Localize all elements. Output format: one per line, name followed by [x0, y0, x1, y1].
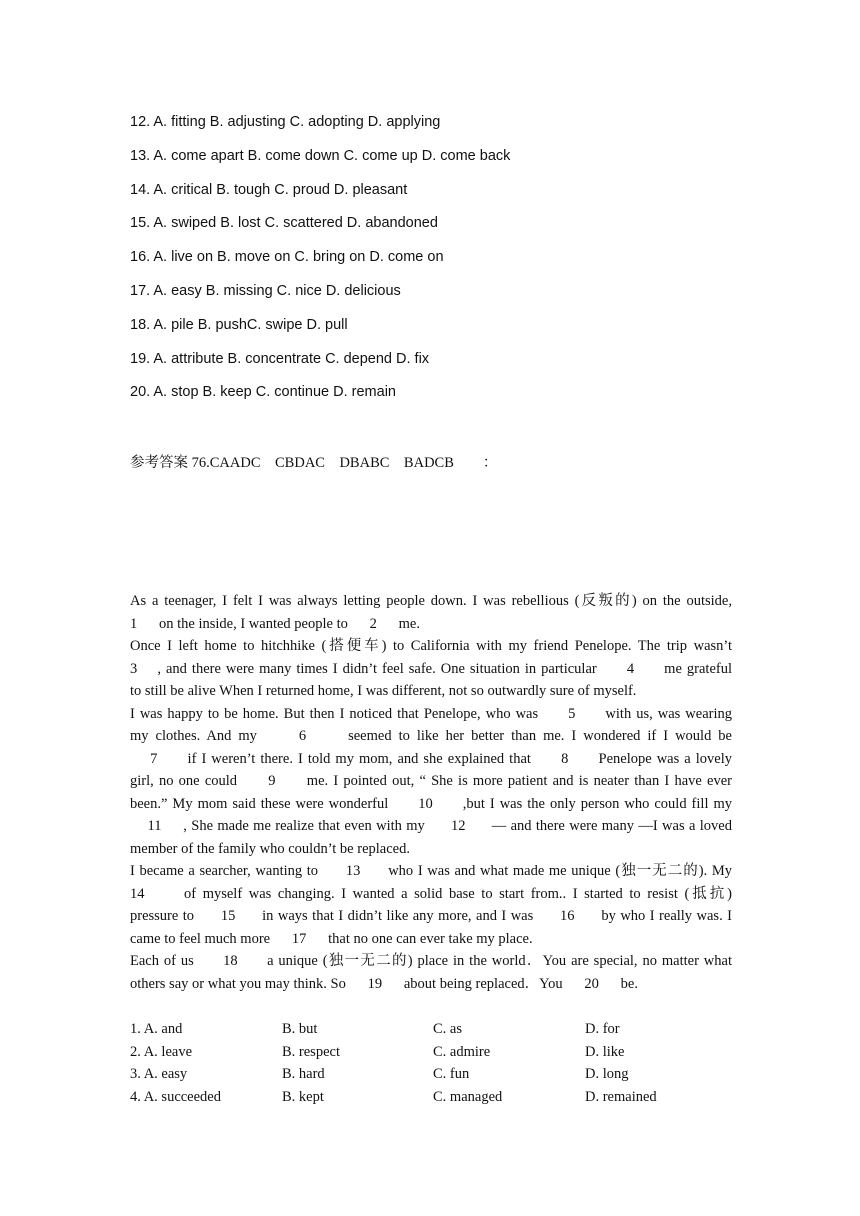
- passage-line: I was happy to be home. But then I noticed that Penelope, who was 5 with us, was wearing: [130, 705, 732, 722]
- question-line: 14. A. critical B. tough C. proud D. pleasant: [130, 181, 408, 198]
- option-row: [130, 1086, 750, 1109]
- option-cell: B. respect: [282, 1043, 340, 1060]
- question-line: 17. A. easy B. missing C. nice D. delicious: [130, 282, 401, 299]
- option-cell: 2. A. leave: [130, 1043, 193, 1060]
- option-cell: B. but: [282, 1021, 318, 1037]
- passage-line: 3 , and there were many times I didn’t feel safe. One situation in particular 4 me grateful: [130, 660, 732, 677]
- passage-line: I became a searcher, wanting to 13 who I was and what made me unique (独一无二的). My: [130, 863, 732, 879]
- question-line: 18. A. pile B. pushC. swipe D. pull: [130, 316, 348, 333]
- option-cell: C. as: [433, 1021, 462, 1037]
- passage-line: 14 of myself was changing. I wanted a solid base to start from.. I started to resist (抵抗): [130, 885, 732, 902]
- passage-line: came to feel much more 17 that no one can ever take my place.: [130, 930, 533, 947]
- option-cell: D. like: [585, 1043, 625, 1060]
- cloze-passage: [130, 590, 732, 995]
- option-cell: D. long: [585, 1066, 629, 1082]
- passage-line: Each of us 18 a unique (独一无二的) place in the world．You are special, no matter what: [130, 953, 732, 969]
- passage-line: As a teenager, I felt I was always letting people down. I was rebellious (反叛的) on the outside,: [130, 593, 732, 609]
- option-cell: 4. A. succeeded: [130, 1088, 221, 1105]
- passage-line: 7 if I weren’t there. I told my mom, and she explained that 8 Penelope was a lovely: [130, 750, 732, 767]
- question-line: 19. A. attribute B. concentrate C. depend D. fix: [130, 350, 430, 367]
- option-cell: C. fun: [433, 1066, 470, 1082]
- options-table: [130, 1018, 750, 1108]
- passage-line: Once I left home to hitchhike (搭便车) to California with my friend Penelope. The trip wasn’t: [130, 638, 732, 654]
- question-line: 12. A. fitting B. adjusting C. adopting D. applying: [130, 114, 441, 130]
- option-row: [130, 1018, 750, 1041]
- question-line: 15. A. swiped B. lost C. scattered D. abandoned: [130, 215, 438, 232]
- passage-line: 11 , She made me realize that even with my 12 — and there were many —I was a loved: [130, 818, 732, 834]
- question-line: 20. A. stop B. keep C. continue D. remain: [130, 384, 396, 401]
- question-list: [130, 113, 750, 417]
- option-row: [130, 1063, 750, 1086]
- passage-line: 1 on the inside, I wanted people to 2 me.: [130, 615, 420, 632]
- option-row: [130, 1041, 750, 1064]
- answer-key: 参考答案 76.CAADC CBDAC DBABC BADCB ：: [130, 455, 498, 471]
- question-line: 13. A. come apart B. come down C. come up D. come back: [130, 147, 511, 164]
- option-cell: C. managed: [433, 1088, 503, 1105]
- option-cell: 1. A. and: [130, 1021, 183, 1037]
- option-cell: B. hard: [282, 1066, 325, 1082]
- passage-line: pressure to 15 in ways that I didn’t like any more, and I was 16 by who I really was. I: [130, 908, 732, 924]
- passage-line: been.” My mom said these were wonderful 10 ,but I was the only person who could fill my: [130, 795, 732, 812]
- passage-line: girl, no one could 9 me. I pointed out, “ She is more patient and is neater than I have ever: [130, 773, 732, 789]
- option-cell: B. kept: [282, 1088, 324, 1105]
- passage-line: others say or what you may think. So 19 about being replaced．You 20 be.: [130, 975, 638, 992]
- option-cell: D. for: [585, 1021, 620, 1037]
- option-cell: 3. A. easy: [130, 1066, 188, 1082]
- passage-line: my clothes. And my 6 seemed to like her better than me. I wondered if I would be: [130, 728, 732, 744]
- option-cell: C. admire: [433, 1043, 491, 1060]
- question-line: 16. A. live on B. move on C. bring on D. come on: [130, 249, 444, 266]
- passage-line: member of the family who couldn’t be replaced.: [130, 840, 410, 857]
- option-cell: D. remained: [585, 1088, 657, 1105]
- passage-line: to still be alive When I returned home, I was different, not so outwardly sure of myself.: [130, 683, 637, 699]
